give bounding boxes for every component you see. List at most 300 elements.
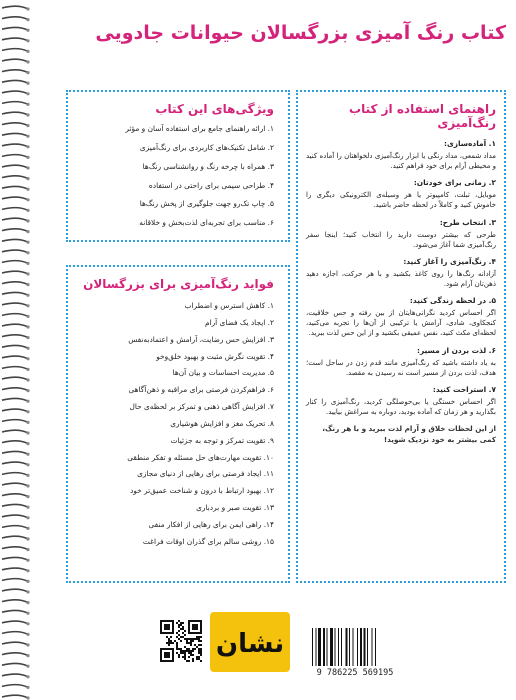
binding-hole (26, 219, 29, 222)
qr-module (178, 626, 180, 628)
binding-hole (26, 304, 29, 307)
spiral-coil (2, 367, 28, 370)
qr-module (200, 654, 202, 656)
guide-heading: راهنمای استفاده از کتاب رنگ‌آمیزی (349, 102, 496, 130)
qr-module (184, 654, 186, 656)
binding-hole (26, 7, 29, 10)
spiral-coil (2, 504, 28, 507)
qr-module (192, 648, 194, 650)
qr-module (198, 652, 200, 654)
barcode-bar (345, 628, 347, 666)
qr-module (200, 640, 202, 642)
qr-module (186, 642, 188, 644)
qr-module (194, 644, 196, 646)
spiral-coil (2, 91, 28, 94)
qr-module (180, 648, 182, 650)
qr-module (184, 652, 186, 654)
spiral-coil (2, 282, 28, 285)
list-item: ۷. افزایش آگاهی ذهنی و تمرکز بر لحظه‌ی حال (129, 402, 274, 412)
spiral-coil (2, 250, 28, 253)
guide-step (306, 385, 496, 417)
binding-hole (26, 622, 29, 625)
qr-module (188, 648, 190, 650)
qr-module (186, 648, 188, 650)
qr-module (200, 652, 202, 654)
qr-module (182, 628, 184, 630)
barcode (310, 626, 388, 668)
qr-module (176, 632, 178, 634)
binding-hole (26, 675, 29, 678)
features-heading: ویژگی‌های این کتاب (155, 102, 274, 116)
binding-hole (26, 113, 29, 116)
list-item: ۱۵. روشی سالم برای گذران اوقات فراغت (142, 536, 274, 546)
binding-hole (26, 156, 29, 159)
qr-module (182, 632, 184, 634)
qr-module (176, 648, 178, 650)
qr-module (170, 640, 172, 642)
spiral-coil (2, 292, 28, 295)
spiral-coil (2, 176, 28, 179)
qr-module (180, 640, 182, 642)
binding-hole (26, 82, 29, 85)
qr-module (194, 638, 196, 640)
binding-hole (26, 495, 29, 498)
spiral-coil (2, 303, 28, 306)
qr-module (198, 656, 200, 658)
spiral-coil (2, 685, 28, 688)
step-title: ۱. آماده‌سازی: (444, 139, 496, 148)
qr-module (192, 660, 194, 662)
qr-module (196, 638, 198, 640)
binding-hole (26, 569, 29, 572)
spiral-coil (2, 229, 28, 232)
spiral-coil (2, 663, 28, 666)
spiral-coil (2, 165, 28, 168)
spiral-coil (2, 80, 28, 83)
spiral-coil (2, 388, 28, 391)
qr-module (200, 648, 202, 650)
list-item: ۱۰. تقویت مهارت‌های حل مسئله و تفکر منطقی (127, 452, 274, 462)
qr-module (188, 650, 190, 652)
guide-step (306, 296, 496, 338)
spiral-coil (2, 515, 28, 518)
binding-hole (26, 484, 29, 487)
qr-module (192, 654, 194, 656)
qr-module (180, 628, 182, 630)
binding-hole (26, 39, 29, 42)
qr-module (168, 638, 170, 640)
qr-module (182, 652, 184, 654)
qr-module (188, 638, 190, 640)
spiral-coil (2, 112, 28, 115)
barcode-bar (353, 628, 354, 666)
binding-hole (26, 431, 29, 434)
features-box (66, 90, 290, 242)
benefits-list (78, 301, 274, 546)
qr-module (170, 636, 172, 638)
qr-module (178, 630, 180, 632)
spiral-coil (2, 27, 28, 30)
binding-hole (26, 378, 29, 381)
binding-hole (26, 506, 29, 509)
barcode-bar (335, 628, 336, 666)
list-item: ۴. تقویت نگرش مثبت و بهبود خلق‌وخو (156, 351, 274, 361)
spiral-coil (2, 324, 28, 327)
qr-module (168, 642, 170, 644)
qr-module (184, 656, 186, 658)
features-list (78, 124, 274, 227)
spiral-coil (2, 547, 28, 550)
binding-hole (26, 389, 29, 392)
spiral-coil (2, 70, 28, 73)
binding-hole (26, 442, 29, 445)
qr-module (190, 642, 192, 644)
qr-module (200, 644, 202, 646)
spiral-coil (2, 38, 28, 41)
step-text: طرحی که بیشتر دوست دارید را انتخاب کنید؛ اینجا سفر رنگ‌آمیزی شما آغاز می‌شود. (306, 230, 496, 249)
qr-module (182, 636, 184, 638)
step-text: به یاد داشته باشید که رنگ‌آمیزی مانند قدم زدن در ساحل است؛ هدف، لذت بردن از مسیر است نه رسیدن به مقصد. (306, 358, 496, 377)
spiral-coil (2, 356, 28, 359)
barcode-bar (338, 628, 339, 666)
binding-hole (26, 410, 29, 413)
list-item: ۶. مناسب برای تجربه‌ای لذت‌بخش و خلاقانه (139, 218, 274, 228)
list-item: ۵. مدیریت احساسات و بیان آن‌ها (172, 368, 274, 378)
qr-module (198, 638, 200, 640)
qr-finder (192, 624, 198, 630)
qr-module (190, 640, 192, 642)
binding-hole (26, 315, 29, 318)
binding-hole (26, 325, 29, 328)
binding-hole (26, 166, 29, 169)
spiral-coil (2, 335, 28, 338)
qr-module (190, 644, 192, 646)
binding-hole (26, 590, 29, 593)
binding-hole (26, 686, 29, 689)
barcode-bar (318, 628, 321, 666)
publisher-logo (210, 612, 290, 672)
qr-module (178, 634, 180, 636)
step-text: اگر احساس کردید نگرانی‌هایتان از بین رفته و حس خلاقیت، کنجکاوی، شادی، آرامش یا ترکیبی از آن‌ها را تجربه می‌کنید، لحظه‌ای مکث کنید، نفس عمیقی بکشید و از این حس لذت ببرید. (306, 309, 496, 338)
qr-module (180, 650, 182, 652)
binding-hole (26, 283, 29, 286)
binding-hole (26, 453, 29, 456)
qr-module (190, 650, 192, 652)
binding-hole (26, 230, 29, 233)
qr-module (198, 658, 200, 660)
qr-module (198, 636, 200, 638)
spiral-coil (2, 589, 28, 592)
binding-hole (26, 357, 29, 360)
qr-module (184, 634, 186, 636)
spiral-coil (2, 451, 28, 454)
spiral-coil (2, 409, 28, 412)
qr-module (196, 636, 198, 638)
qr-finder (164, 624, 170, 630)
benefits-box (66, 265, 290, 583)
list-item: ۲. شامل تکنیک‌های کاربردی برای رنگ‌آمیزی (139, 142, 274, 152)
list-item: ۱. ارائه راهنمای جامع برای استفاده آسان و مؤثر (125, 124, 274, 133)
binding-hole (26, 336, 29, 339)
barcode-bar (363, 628, 365, 666)
barcode-bar (341, 628, 342, 666)
qr-module (176, 636, 178, 638)
spiral-coil (2, 642, 28, 645)
qr-module (192, 650, 194, 652)
spiral-coil (2, 49, 28, 52)
closing-note: از این لحظات خلاق و آرام لذت ببرید و با هر رنگ، کمی بیشتر به خود نزدیک شوید! (322, 424, 496, 444)
qr-module (198, 644, 200, 646)
binding-hole (26, 696, 29, 699)
qr-module (176, 622, 178, 624)
page-title: کتاب رنگ آمیزی بزرگسالان حیوانات جادویی (95, 22, 506, 44)
barcode-bar (316, 628, 317, 666)
qr-module (176, 646, 178, 648)
guide-step (306, 178, 496, 210)
binding-hole (26, 50, 29, 53)
step-text: مداد شمعی، مداد رنگی یا ابزار رنگ‌آمیزی دلخواهتان را آماده کنید و محیطی آرام برای خود فراهم کنید. (306, 152, 496, 171)
spiral-coil (2, 144, 28, 147)
spiral-coil (2, 186, 28, 189)
binding-hole (26, 463, 29, 466)
spiral-coil (2, 314, 28, 317)
binding-hole (26, 18, 29, 21)
barcode-bar (375, 628, 376, 666)
spiral-coil (2, 271, 28, 274)
step-text: اگر احساس خستگی یا بی‌حوصلگی کردید، رنگ‌آمیزی را کنار بگذارید و هر زمان که آماده بودید، دوباره به سراغش بیایید. (306, 397, 496, 416)
qr-module (182, 626, 184, 628)
qr-module (184, 650, 186, 652)
qr-module (176, 642, 178, 644)
qr-module (176, 644, 178, 646)
qr-module (188, 656, 190, 658)
binding-hole (26, 71, 29, 74)
binding-hole (26, 643, 29, 646)
qr-module (200, 650, 202, 652)
qr-module (180, 622, 182, 624)
spiral-coil (2, 59, 28, 62)
spiral-coil (2, 133, 28, 136)
spiral-coil (2, 261, 28, 264)
guide-step (306, 218, 496, 250)
spiral-coil (2, 441, 28, 444)
barcode-bar (330, 628, 333, 666)
binding-hole (26, 188, 29, 191)
spiral-coil (2, 653, 28, 656)
list-item: ۸. تحریک مغز و افزایش هوشیاری (170, 418, 274, 428)
binding-hole (26, 145, 29, 148)
qr-module (176, 652, 178, 654)
step-title: ۶. لذت بردن از مسیر: (416, 345, 496, 355)
guide-step (306, 257, 496, 289)
binding-hole (26, 537, 29, 540)
qr-module (178, 656, 180, 658)
qr-module (192, 638, 194, 640)
list-item: ۳. افزایش حس رضایت، آرامش و اعتماد‌به‌نفس (128, 334, 274, 344)
spiral-coil (2, 483, 28, 486)
spiral-coil (2, 600, 28, 603)
qr-module (198, 650, 200, 652)
spiral-coil (2, 462, 28, 465)
qr-module (196, 658, 198, 660)
qr-module (178, 624, 180, 626)
spiral-coil (2, 155, 28, 158)
binding-hole (26, 580, 29, 583)
spiral-coil (2, 123, 28, 126)
spiral-coil (2, 695, 28, 698)
list-item: ۱۲. بهبود ارتباط با درون و شناخت عمیق‌تر خود (129, 486, 274, 496)
qr-module (182, 622, 184, 624)
qr-module (200, 660, 202, 662)
qr-module (198, 640, 200, 642)
qr-module (192, 640, 194, 642)
qr-module (188, 660, 190, 662)
barcode-bar (312, 628, 313, 666)
qr-module (178, 638, 180, 640)
step-title: ۲. زمانی برای خودتان: (413, 178, 496, 188)
barcode-bar (372, 628, 373, 666)
qr-module (182, 656, 184, 658)
spiral-coil (2, 6, 28, 9)
spiral-coil (2, 420, 28, 423)
spiral-coil (2, 621, 28, 624)
binding-hole (26, 124, 29, 127)
spiral-coil (2, 197, 28, 200)
qr-module (190, 652, 192, 654)
binding-hole (26, 559, 29, 562)
binding-hole (26, 251, 29, 254)
binding-hole (26, 516, 29, 519)
spiral-coil (2, 377, 28, 380)
list-item: ۲. ایجاد یک فضای آرام (204, 317, 274, 327)
step-title: ۷. استراحت کنید: (432, 384, 496, 394)
barcode-bar (367, 628, 368, 666)
barcode-bar (323, 628, 325, 666)
binding-hole (26, 548, 29, 551)
guide-box (296, 90, 506, 583)
binding-hole (26, 601, 29, 604)
binding-hole (26, 654, 29, 657)
binding-hole (26, 347, 29, 350)
barcode-bar (357, 628, 358, 666)
qr-module (180, 652, 182, 654)
qr-module (180, 636, 182, 638)
spiral-coil (2, 526, 28, 529)
guide-step (306, 139, 496, 171)
binding-hole (26, 633, 29, 636)
step-title: ۳. انتخاب طرح: (439, 217, 496, 227)
qr-module (196, 646, 198, 648)
binding-hole (26, 92, 29, 95)
binding-hole (26, 241, 29, 244)
qr-module (186, 660, 188, 662)
spiral-coil (2, 345, 28, 348)
qr-module (178, 620, 180, 622)
binding-hole (26, 103, 29, 106)
step-text: آزادانه رنگ‌ها را روی کاغذ بکشید و با هر حرکت، اجازه دهید ذهن‌تان آرام شود. (306, 269, 496, 288)
spiral-coil (2, 610, 28, 613)
qr-module (180, 624, 182, 626)
barcode-bar (349, 628, 350, 666)
qr-module (184, 638, 186, 640)
barcode-bar (326, 628, 327, 666)
qr-module (184, 646, 186, 648)
spiral-coil (2, 579, 28, 582)
spiral-coil (2, 17, 28, 20)
qr-code (160, 620, 202, 662)
binding-hole (26, 665, 29, 668)
binding-hole (26, 29, 29, 32)
qr-module (200, 636, 202, 638)
binding-hole (26, 368, 29, 371)
qr-module (172, 642, 174, 644)
spiral-coil (2, 218, 28, 221)
qr-module (190, 638, 192, 640)
binding-hole (26, 135, 29, 138)
spiral-coil (2, 102, 28, 105)
list-item: ۳. همراه با چرخه رنگ و روانشناسی رنگ‌ها (142, 161, 274, 171)
step-title: ۴. رنگ‌آمیزی را آغاز کنید: (403, 256, 496, 266)
spiral-coil (2, 473, 28, 476)
binding-hole (26, 527, 29, 530)
isbn-number: 9 786225 569195 (316, 668, 394, 678)
qr-module (170, 642, 172, 644)
qr-module (184, 658, 186, 660)
spiral-binding (0, 0, 34, 700)
binding-hole (26, 474, 29, 477)
qr-module (194, 648, 196, 650)
qr-module (166, 636, 168, 638)
qr-module (178, 648, 180, 650)
spiral-coil (2, 536, 28, 539)
qr-module (186, 650, 188, 652)
qr-module (186, 638, 188, 640)
binding-hole (26, 262, 29, 265)
spiral-coil (2, 239, 28, 242)
qr-module (198, 648, 200, 650)
binding-hole (26, 612, 29, 615)
qr-module (188, 652, 190, 654)
list-item: ۶. فراهم‌کردن فرصتی برای مراقبه و ذهن‌آگاهی (128, 385, 274, 395)
spiral-coil (2, 568, 28, 571)
list-item: ۱. کاهش استرس و اضطراب (184, 301, 274, 310)
benefits-heading: فواید رنگ‌آمیزی برای بزرگسالان (83, 277, 274, 291)
list-item: ۱۴. راهی ایمن برای رهایی از افکار منفی (148, 519, 274, 529)
list-item: ۹. تقویت تمرکز و توجه به جزئیات (170, 435, 274, 445)
spiral-coil (2, 494, 28, 497)
qr-finder (164, 652, 170, 658)
logo-text: نشان (215, 629, 285, 659)
binding-hole (26, 177, 29, 180)
qr-module (184, 630, 186, 632)
binding-hole (26, 421, 29, 424)
qr-module (188, 642, 190, 644)
qr-module (192, 658, 194, 660)
step-text: موبایل، تبلت، کامپیوتر یا هر وسیله‌ی الکترونیکی دیگری را خاموش کنید و کاملاً در لحظه حاضر باشید. (306, 191, 496, 210)
qr-module (166, 642, 168, 644)
spiral-coil (2, 430, 28, 433)
spiral-coil (2, 632, 28, 635)
qr-module (168, 644, 170, 646)
step-title: ۵. در لحظه زندگی کنید: (409, 296, 496, 306)
list-item: ۵. چاپ تک‌رو جهت جلوگیری از پخش رنگ‌ها (139, 199, 274, 209)
spiral-coil (2, 208, 28, 211)
binding-hole (26, 209, 29, 212)
binding-hole (26, 400, 29, 403)
binding-hole (26, 198, 29, 201)
qr-module (186, 640, 188, 642)
qr-module (168, 640, 170, 642)
